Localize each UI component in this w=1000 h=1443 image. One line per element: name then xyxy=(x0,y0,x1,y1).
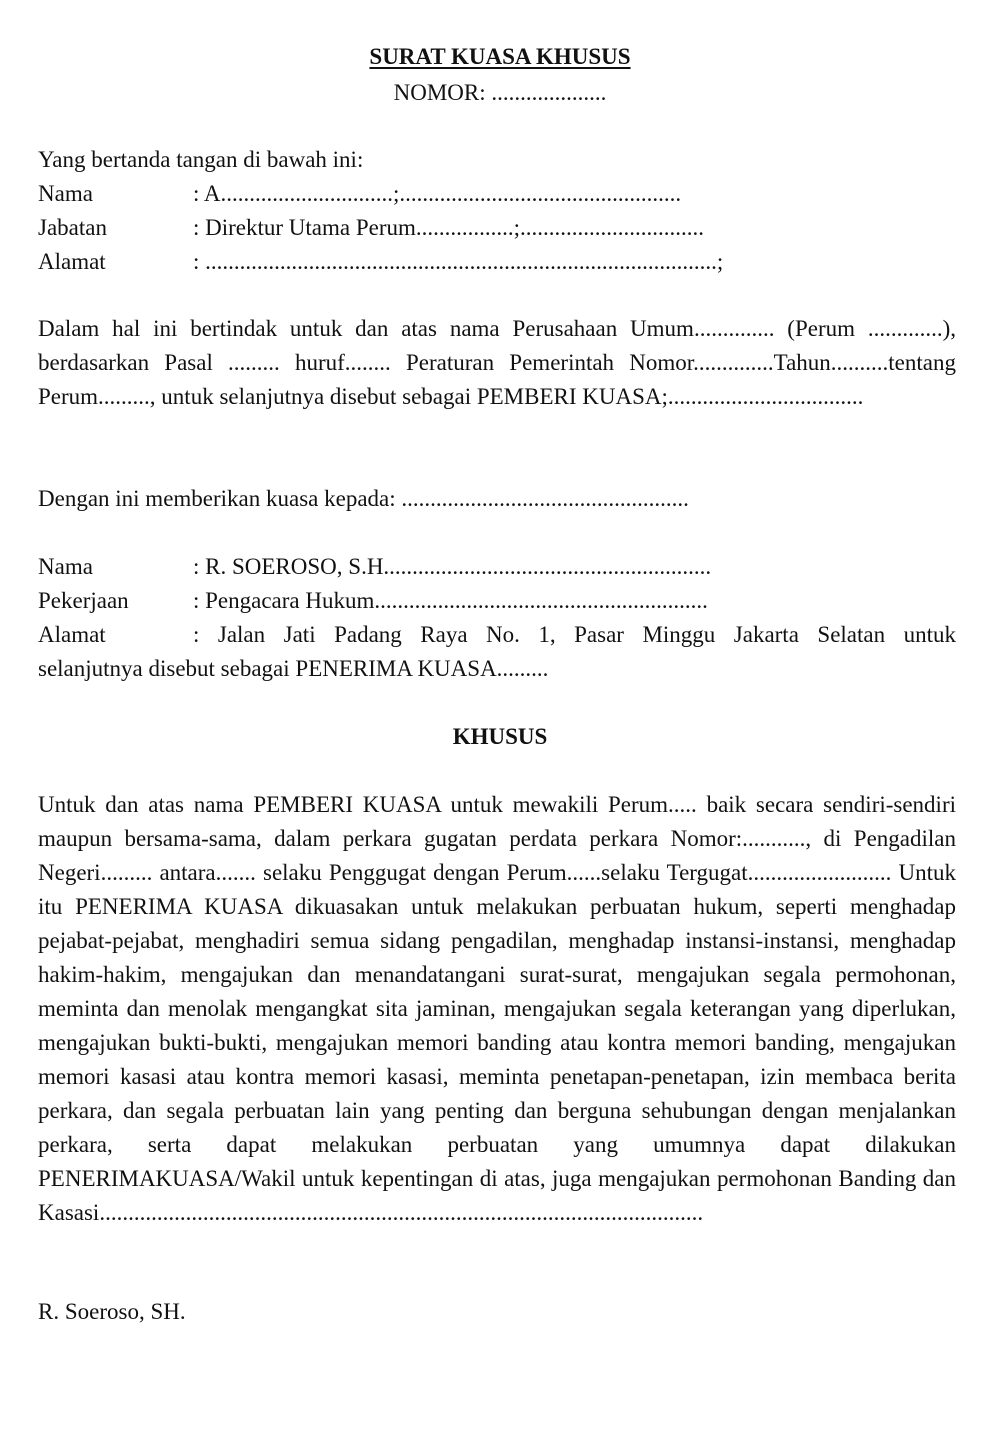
grantor-position-row xyxy=(38,211,956,245)
grantor-position-label: Jabatan xyxy=(38,215,107,240)
document-number: NOMOR: .................... xyxy=(393,80,607,105)
grantor-position-value: : Direktur Utama Perum.................;................................ xyxy=(193,215,705,240)
recipient-name-label: Nama xyxy=(38,554,93,579)
recipient-address-row xyxy=(38,618,956,652)
grantor-section xyxy=(38,143,956,279)
signature-name: R. Soeroso, SH. xyxy=(38,1299,186,1324)
grantor-name-label: Nama xyxy=(38,181,93,206)
grantor-address-label: Alamat xyxy=(38,249,106,274)
document-title: SURAT KUASA KHUSUS xyxy=(369,44,631,69)
grantor-address-row xyxy=(38,245,956,279)
grantor-name-value: : A..............................;................................................. xyxy=(193,181,682,206)
recipient-name-row xyxy=(38,550,956,584)
grant-line: Dengan ini memberikan kuasa kepada: .................................................. xyxy=(38,486,689,511)
grantor-name-row xyxy=(38,177,956,211)
recipient-occupation-row xyxy=(38,584,956,618)
recipient-occupation-label: Pekerjaan xyxy=(38,588,129,613)
grantor-address-value: : .........................................................................................; xyxy=(193,249,724,274)
section-heading: KHUSUS xyxy=(452,724,548,749)
scope-paragraph: Untuk dan atas nama PEMBERI KUASA untuk mewakili Perum..... baik secara sendiri-sendiri maupun bersama-sama, dalam perkara gugatan perdata perkara Nomor:..........., di Pengadilan Negeri......... antara....... selaku Penggugat dengan Perum......selaku Tergugat......................... Untuk itu PENERIMA KUASA dikuasakan untuk melakukan perbuatan hukum, seperti menghadap pejabat-pejabat, menghadiri semua sidang pengadilan, menghadap instansi-instansi, menghadap hakim-hakim, mengajukan dan menandatangani surat-surat, mengajukan segala permohonan, meminta dan menolak mengangkat sita jaminan, mengajukan segala keterangan yang diperlukan, mengajukan bukti-bukti, mengajukan memori banding atau kontra memori banding, mengajukan memori kasasi atau kontra memori kasasi, meminta penetapan-penetapan, izin membaca berita perkara, dan segala perbuatan lain yang penting dan berguna sehubungan dengan menjalankan perkara, serta dapat melakukan perbuatan yang umumnya dapat dilakukan PENERIMAKUASA/Wakil untuk kepentingan di atas, juga mengajukan permohonan Banding dan Kasasi......................................................................................................... xyxy=(38,792,956,1225)
recipient-section xyxy=(38,550,956,686)
recipient-occupation-value: : Pengacara Hukum.......................................................... xyxy=(193,588,708,613)
recipient-name-value: : R. SOEROSO, S.H......................................................... xyxy=(193,554,712,579)
recipient-address-continuation: selanjutnya disebut sebagai PENERIMA KUASA......... xyxy=(38,656,549,681)
intro-line: Yang bertanda tangan di bawah ini: xyxy=(38,147,364,172)
capacity-paragraph: Dalam hal ini bertindak untuk dan atas nama Perusahaan Umum.............. (Perum .............), berdasarkan Pasal ......... huruf........ Peraturan Pemerintah Nomor..............Tahun..........tentang Perum........., untuk selanjutnya disebut sebagai PEMBERI KUASA;.................................. xyxy=(38,316,956,409)
recipient-address-label: Alamat xyxy=(38,622,106,647)
recipient-address-value: : Jalan Jati Padang Raya No. 1, Pasar Minggu Jakarta Selatan untuk xyxy=(193,622,956,647)
